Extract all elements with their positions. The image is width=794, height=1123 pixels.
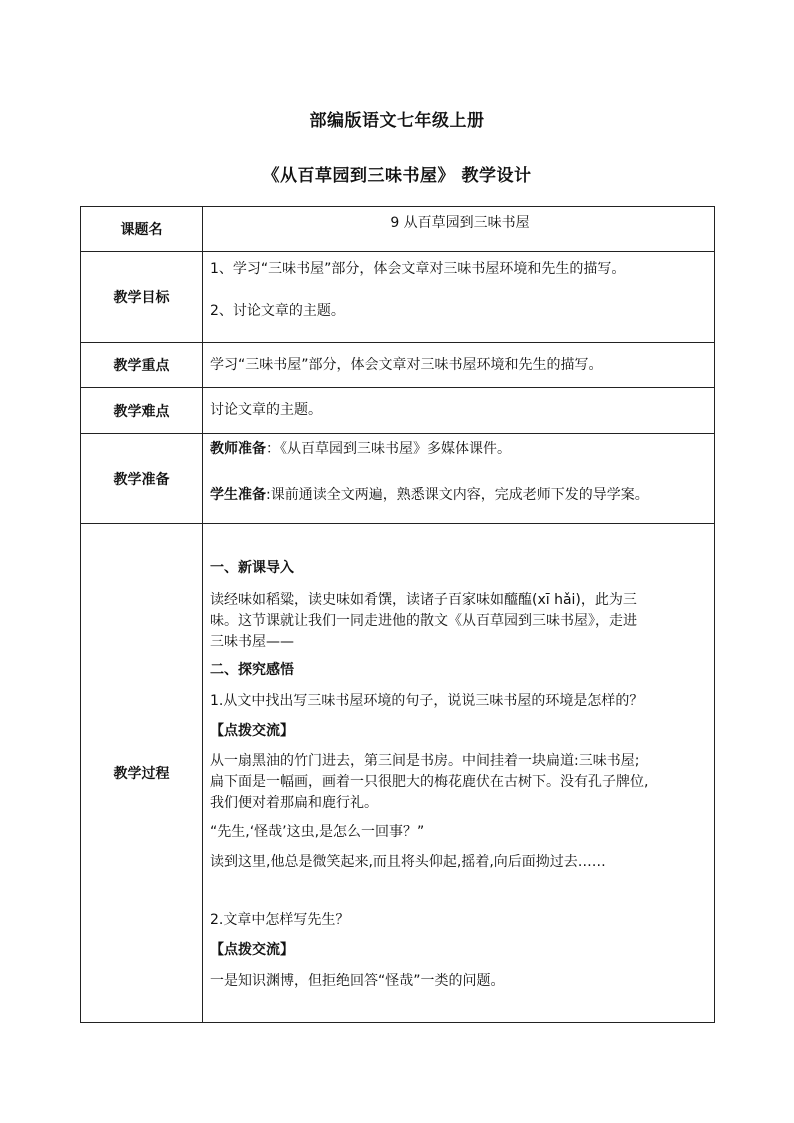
teacher-prep-text: ：《从百草园到三味书屋》多媒体课件。 bbox=[266, 441, 511, 457]
student-prep bbox=[210, 485, 710, 506]
intro-text-line-3: 三味书屋—— bbox=[210, 633, 294, 650]
key-value: 学习“三味书屋”部分，体会文章对三味书屋环境和先生的描写。 bbox=[203, 343, 715, 388]
answer-1-line-2: 扁下面是一幅画，画着一只很肥大的梅花鹿伏在古树下。没有孔子牌位, bbox=[210, 773, 649, 790]
prep-cell bbox=[203, 434, 715, 524]
goal-item-2: 2、讨论文章的主题。 bbox=[210, 303, 345, 319]
question-1: 1.从文中找出写三味书屋环境的句子，说说三味书屋的环境是怎样的？ bbox=[210, 692, 644, 709]
goals-cell bbox=[203, 252, 715, 343]
table-row-topic bbox=[81, 207, 715, 252]
teacher-prep-label: 教师准备 bbox=[210, 441, 266, 457]
table-row-key bbox=[81, 343, 715, 388]
quote-1: “先生,‘怪哉’这虫,是怎么一回事？” bbox=[210, 823, 425, 840]
difficulty-value: 讨论文章的主题。 bbox=[203, 388, 715, 434]
tip-heading-1: 【点拨交流】 bbox=[210, 722, 294, 739]
topic-label: 课题名 bbox=[81, 207, 203, 252]
lesson-plan-table bbox=[80, 206, 715, 1023]
section-heading-explore: 二、探究感悟 bbox=[210, 661, 294, 678]
topic-value: 9 从百草园到三味书屋 bbox=[203, 207, 715, 252]
quote-2: 读到这里,他总是微笑起来,而且将头仰起,摇着,向后面拗过去…… bbox=[210, 853, 606, 870]
student-prep-label: 学生准备 bbox=[210, 487, 266, 503]
process-label: 教学过程 bbox=[81, 524, 203, 1023]
table-row-prep bbox=[81, 434, 715, 524]
student-prep-text: :课前通读全文两遍，熟悉课文内容，完成老师下发的导学案。 bbox=[266, 487, 649, 503]
prep-label: 教学准备 bbox=[81, 434, 203, 524]
intro-text-line-2: 味。这节课就让我们一同走进他的散文《从百草园到三味书屋》，走进 bbox=[210, 612, 637, 629]
table-row-difficulty bbox=[81, 388, 715, 434]
table-row-process bbox=[81, 524, 715, 1023]
tip-heading-2: 【点拨交流】 bbox=[210, 941, 294, 958]
section-heading-intro: 一、新课导入 bbox=[210, 559, 294, 576]
table-row-goals bbox=[81, 252, 715, 343]
answer-1-line-1: 从一扇黑油的竹门进去，第三间是书房。中间挂着一块扁道:三味书屋; bbox=[210, 752, 640, 769]
teacher-prep bbox=[210, 439, 710, 460]
question-2: 2.文章中怎样写先生？ bbox=[210, 911, 350, 928]
answer-2: 一是知识渊博，但拒绝回答“怪哉”一类的问题。 bbox=[210, 972, 505, 989]
goal-item-1: 1、学习“三味书屋”部分，体会文章对三味书屋环境和先生的描写。 bbox=[210, 261, 626, 277]
key-label: 教学重点 bbox=[81, 343, 203, 388]
difficulty-label: 教学难点 bbox=[81, 388, 203, 434]
document-subtitle: 《从百草园到三味书屋》 教学设计 bbox=[262, 166, 532, 186]
document-title: 部编版语文七年级上册 bbox=[309, 111, 485, 131]
answer-1-line-3: 我们便对着那扁和鹿行礼。 bbox=[210, 794, 378, 811]
goals-label: 教学目标 bbox=[81, 252, 203, 343]
intro-text-line-1: 读经味如稻粱，读史味如肴馔，读诸子百家味如醯醢(xī hǎi)，此为三 bbox=[210, 591, 637, 608]
process-cell bbox=[203, 524, 715, 1023]
